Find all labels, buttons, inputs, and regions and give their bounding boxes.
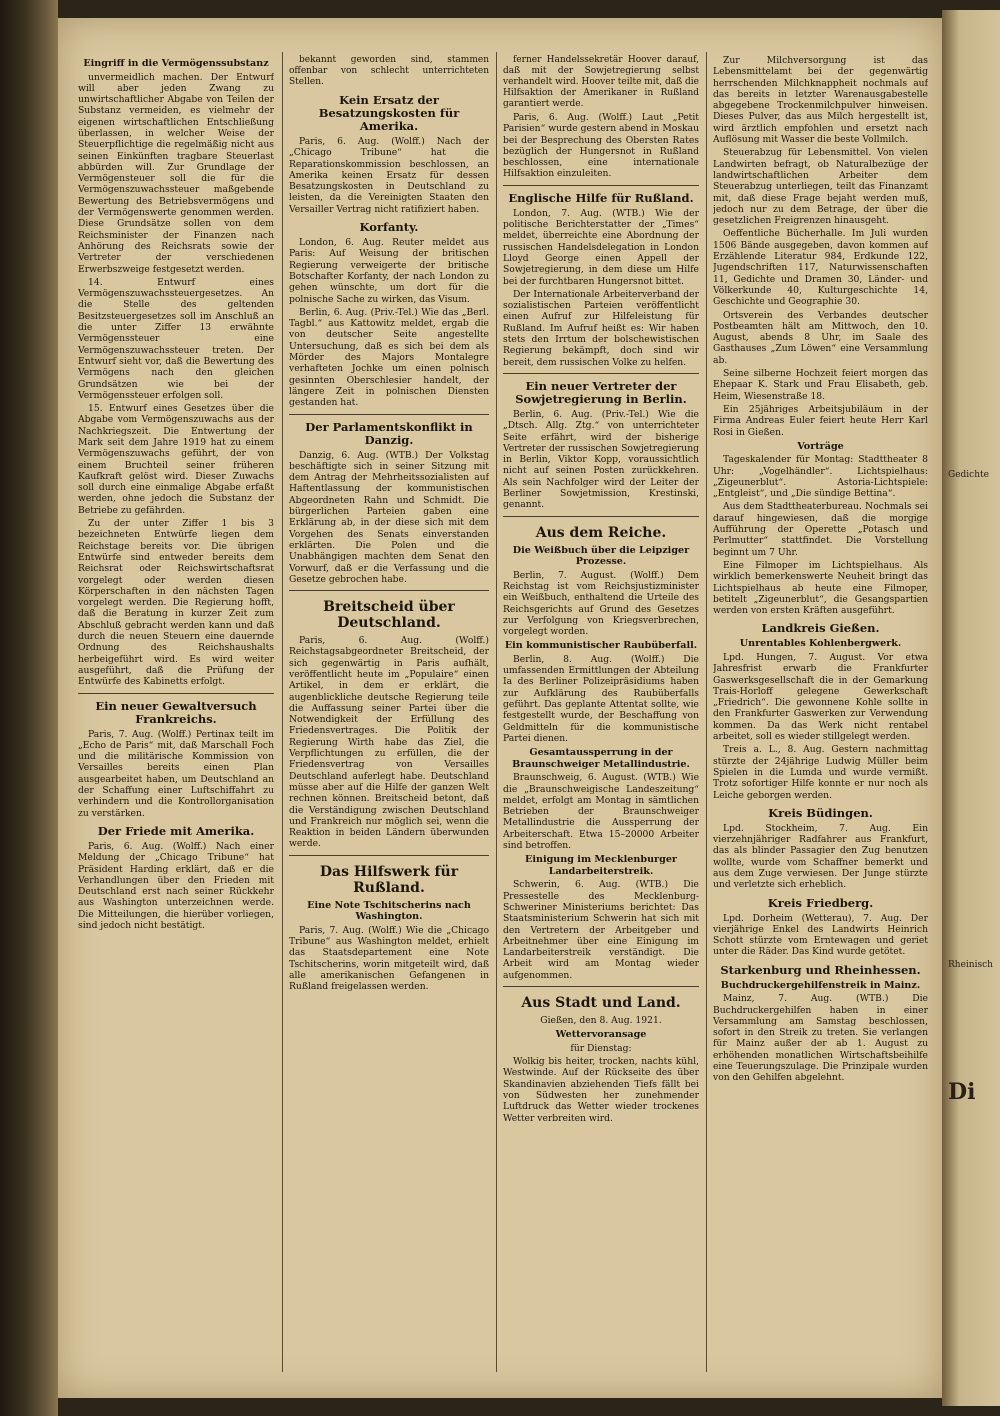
article-heading: Vorträge <box>797 440 844 452</box>
article-subheading: für Dienstag: <box>570 1042 632 1054</box>
article-heading: Ein kommunistischer Raubüberfall. <box>504 640 698 652</box>
article-paragraph: Treis a. L., 8. Aug. Gestern nachmittag stürzte der 24jährige Ludwig Müller beim Spielen in die Lumda und wurde vermißt. Trotz sofortiger Hilfe konnte er nur noch als Leiche geborgen werden. <box>713 744 928 801</box>
article-paragraph: Eine Filmoper im Lichtspielhaus. Als wirklich bemerkenswerte Neuheit bringt das Lichtspielhaus ab heute eine Filmoper, betitelt „Zigeunerblut“, die Gesangspartien werden von ersten Kräften ausgeführt. <box>713 559 928 617</box>
article-paragraph: Lpd. Hungen, 7. August. Vor etwa Jahresfrist erwarb die Frankfurter Gaswerksgesellschaft die in der Gemarkung Trais-Horloff gelegene Gewerkschaft „Friedrich“. Die gewonnene Kohle sollte in den Frankfurter Gaswerken zur Verwendung kommen. Da das Werk nicht rentabel arbeitet, soll es wieder stillgelegt werden. <box>713 651 928 743</box>
article-paragraph: Berlin, 6. Aug. (Priv.-Tel.) Wie das „Berl. Tagbl.“ aus Kattowitz meldet, ergab die von deutscher Seite angestellte Untersuchung, daß es sich bei dem als Mörder des Majors Montalegre verhafteten Jochke um einen polnisch gesinnten Oberschlesier handelt, der längere Zeit in polnischen Diensten gestanden hat. <box>289 306 489 409</box>
adjacent-page-edge <box>942 10 1000 1406</box>
article-heading: Der Friede mit Amerika. <box>97 823 255 838</box>
article-heading: Breitscheid über Deutschland. <box>323 599 455 632</box>
article-paragraph: Der Internationale Arbeiterverband der sozialistischen Parteien veröffentlicht einen Aufruf zur Hilfeleistung für Rußland. Im Aufruf heißt es: Wir haben stets den Irrtum der bolschewistischen Regierung bekämpft, doch sind wir bereit, dem russischen Volke zu helfen. <box>503 288 699 368</box>
article-paragraph: Paris, 6. Aug. (Wolff.) Nach der „Chicago Tribune“ hat die Reparationskommission beschlossen, an Amerika keinen Ersatz für dessen Besatzungskosten in Deutschland zu leisten, da die Vereinigten Staaten den Versailler Vertrag nicht ratifiziert haben. <box>289 136 489 215</box>
divider <box>289 590 489 591</box>
divider <box>289 855 489 856</box>
section-heading: Starkenburg und Rheinhessen. <box>720 962 921 977</box>
column-rule <box>496 52 497 1372</box>
article-paragraph: Danzig, 6. Aug. (WTB.) Der Volkstag beschäftigte sich in seiner Sitzung mit dem Antrag der Mehrheitssozialisten auf Haftentlassung der kommunistischen Abgeordneten Rahn und Schmidt. Die bürgerlichen Parteien gaben eine Erklärung ab, in der diese sich mit dem Vorgehen des Senats einverstanden erklärten. Die Polen und die Unabhängigen machten dem Senat den Vorwurf, daß er die Verfassung und die Gesetze gebrochen habe. <box>289 449 489 585</box>
article-heading: Ein neuer Vertreter der Sowjetregierung in Berlin. <box>515 378 687 406</box>
article-paragraph: Mainz, 7. Aug. (WTB.) Die Buchdruckergehilfen haben in einer Versammlung am Samstag beschlossen, sofort in den Streik zu treten. Sie verlangen für Mainz außer der ab 1. August zu erhöhenden monatlichen Wirtschaftsbeihilfe eine Teuerungszulage. Die Prinzipale wurden von den Gehilfen abgelehnt. <box>713 993 928 1084</box>
article-paragraph: Paris, 7. Aug. (Wolff.) Wie die „Chicago Tribune“ aus Washington meldet, erhielt das Staatsdepartement eine Note Tschitscherins, worin mitgeteilt wird, daß alle amerikanischen Gefangenen in Rußland freigelassen werden. <box>289 924 489 993</box>
article-heading: Englische Hilfe für Rußland. <box>508 190 694 205</box>
article-heading: Korfanty. <box>359 220 419 235</box>
column-4 <box>713 55 928 1375</box>
column-rule <box>706 52 707 1372</box>
column-1 <box>78 55 274 1375</box>
adjacent-page-fragment: Di <box>948 1080 976 1104</box>
article-paragraph: Seine silberne Hochzeit feiert morgen das Ehepaar K. Stark und Frau Elisabeth, geb. Heim, Wiesenstraße 18. <box>713 368 928 402</box>
article-heading: Ein neuer Gewaltversuch Frankreichs. <box>95 698 257 726</box>
article-paragraph: bekannt geworden sind, stammen offenbar von schlecht unterrichteten Stellen. <box>289 55 489 87</box>
column-rule <box>282 52 283 1372</box>
adjacent-page-fragment: Gedichte <box>948 470 989 480</box>
dateline: Gießen, den 8. Aug. 1921. <box>540 1015 662 1027</box>
article-paragraph: Ein 25jähriges Arbeitsjubiläum in der Firma Andreas Euler feiert heute Herr Karl Rosi in Gießen. <box>713 403 928 438</box>
article-paragraph: Wolkig bis heiter, trocken, nachts kühl, Westwinde. Auf der Rückseite des über Skandinavien abziehenden Tiefs fällt bei von Südwesten her zunehmender Luftdruck das Wetter wieder trockenes Wetter verbreiten wird. <box>503 1056 699 1124</box>
article-heading: Das Hilfswerk für Rußland. <box>319 863 459 896</box>
article-paragraph: Berlin, 6. Aug. (Priv.-Tel.) Wie die „Dtsch. Allg. Ztg.“ von unterrichteter Seite erfährt, wird der bisherige Vertreter der russischen Sowjetregierung in Berlin, Viktor Kopp, voraussichtlich nicht auf seinen Posten zurückkehren. Als sein Nachfolger wird der Leiter der Berliner Sowjetmission, Krestinski, genannt. <box>503 408 699 511</box>
article-heading: Einigung im Mecklenburger Landarbeiterstreik. <box>525 854 677 877</box>
article-heading: Buchdruckergehilfenstreik in Mainz. <box>720 979 921 991</box>
section-heading: Landkreis Gießen. <box>761 621 880 636</box>
divider <box>503 516 699 517</box>
section-heading: Kreis Friedberg. <box>767 895 874 910</box>
divider <box>503 185 699 186</box>
article-heading: Die Weißbuch über die Leipziger Prozesse. <box>512 544 690 568</box>
column-3 <box>503 55 699 1375</box>
divider <box>289 414 489 415</box>
article-paragraph: unvermeidlich machen. Der Entwurf will aber jeden Zwang zu unwirtschaftlicher Abgabe von Teilen der Substanz vermeiden, es vielmehr der eigenen wirtschaftlichen Entschließung überlassen, in welcher Weise der Steuerpflichtige die regelmäßig nicht aus seinen Einkünften tragbare Steuerlast abbürden will. Zur Grundlage der Vermögensteuer soll die für die Vermögenszuwachssteuer maßgebende Bewertung des Betriebsvermögens und der Vermögenswerte genommen werden. Diese Grundsätze sollen von dem Reichsminister der Finanzen nach Anhörung des Reichsrats sowie der Vertreter der verschiedenen Erwerbszweige festgesetzt werden. <box>78 71 274 275</box>
divider <box>503 986 699 987</box>
divider <box>503 373 699 374</box>
article-heading: Wettervoransage <box>555 1029 647 1041</box>
adjacent-page-fragment: Rheinisch <box>948 960 993 970</box>
article-paragraph: Steuerabzug für Lebensmittel. Von vielen Landwirten befragt, ob Naturalbezüge der landwirtschaftlichen Arbeiter dem Steuerabzug unterliegen, teilt das Finanzamt mit, daß diese Frage bejaht werden muß, jedoch nur zu dem Betrage, der über die gesetzlichen Freigrenzen hinausgeht. <box>713 147 928 227</box>
article-paragraph: Zur Milchversorgung ist das Lebensmittelamt bei der gegenwärtig herrschenden Milchknappheit nochmals auf das bereits in letzter Warenausgabestelle abgegebene Trockenmilchpulver hinweisen. Dieses Pulver, das aus Milch hergestellt ist, wird ärztlich empfohlen und ersetzt nach Auflösung mit Wasser die beste Vollmilch. <box>713 55 928 146</box>
article-paragraph: Lpd. Stockheim, 7. Aug. Ein vierzehnjähriger Radfahrer aus Frankfurt, das als blinder Passagier den Zug benutzen wollte, wurde vom Schaffner bemerkt und aus dem Zuge verwiesen. Der Junge stürzte und verletzte sich erheblich. <box>713 822 928 891</box>
article-paragraph: Paris, 6. Aug. (Wolff.) Reichstagsabgeordneter Breitscheid, der sich gegenwärtig in Paris aufhält, veröffentlicht heute im „Populaire“ einen Artikel, in dem er erklärt, die augenblickliche deutsche Regierung teile die Auffassung seiner Partei über die Notwendigkeit der Erfüllung des Friedensvertrages. Die Politik der Regierung Wirth habe das Ziel, die Verpflichtungen zu erfüllen, die der Friedensvertrag von Versailles Deutschland auferlegt habe. Deutschland müsse aber auf die Hilfe der ganzen Welt rechnen können. Breitscheid betont, daß die Verständigung zwischen Deutschland und Frankreich nur möglich sei, wenn die Reaktion in beiden Ländern überwunden werde. <box>289 635 489 850</box>
article-paragraph: ferner Handelssekretär Hoover darauf, daß mit der Sowjetregierung selbst verhandelt wird. Hoover teilte mit, daß die Hilfsaktion der Amerikaner in Rußland garantiert werde. <box>503 55 699 109</box>
article-paragraph: Berlin, 7. August. (Wolff.) Dem Reichstag ist vom Reichsjustizminister ein Weißbuch, enthaltend die Urteile des Reichsgerichts auf Grund des Gesetzes zur Verfolgung von Kriegsverbrechen, vorgelegt worden. <box>503 569 699 638</box>
article-paragraph: 15. Entwurf eines Gesetzes über die Abgabe vom Vermögenszuwachs aus der Nachkriegszeit. Die Entwertung der Mark seit dem Jahre 1919 hat zu einem Vermögenszuwachs geführt, der von einem Bruchteil seiner früheren Kaufkraft gelöst wird. Dieser Zuwachs soll durch eine einmalige Abgabe erfaßt werden, ohne jedoch die Substanz der Betriebe zu gefährden. <box>78 403 274 516</box>
article-paragraph: Lpd. Dorheim (Wetterau), 7. Aug. Der vierjährige Enkel des Landwirts Heinrich Schott stürzte vom Erntewagen und geriet unter die Räder. Das Kind wurde getötet. <box>713 912 928 958</box>
article-paragraph: Paris, 6. Aug. (Wolff.) Nach einer Meldung der „Chicago Tribune“ hat Präsident Harding erklärt, daß er die Verhandlungen über den Frieden mit Deutschland erst nach seiner Rückkehr aus Washington unterzeichnen werde. Die Mitteilungen, die hierüber vorliegen, sind jedoch nicht bestätigt. <box>78 840 274 931</box>
article-paragraph: London, 6. Aug. Reuter meldet aus Paris: Auf Weisung der britischen Regierung verweigerte der britische Botschafter Korfanty, der nach London zu gehen wünschte, um dort für die polnische Sache zu wirken, das Visum. <box>289 237 489 305</box>
article-heading: Unrentables Kohlenbergwerk. <box>739 638 902 650</box>
article-heading: Der Parlamentskonflikt in Danzig. <box>305 419 473 447</box>
article-paragraph: Oeffentliche Bücherhalle. Im Juli wurden 1506 Bände ausgegeben, davon kommen auf Erzählende Literatur 984, Erdkunde 122, Jugendschriften 117, Naturwissenschaften 11, Gedichte und Dramen 30, Länder- und Völkerkunde 40, Kulturgeschichte 14, Geschichte und Geographie 30. <box>713 228 928 308</box>
article-paragraph: Ortsverein des Verbandes deutscher Postbeamten hält am Mittwoch, den 10. August, abends 8 Uhr, im Saale des Gasthauses „Zum Löwen“ eine Versammlung ab. <box>713 309 928 366</box>
article-paragraph: 14. Entwurf eines Vermögenszuwachssteuergesetzes. An die Stelle des geltenden Besitzsteuergesetzes soll im Anschluß an die unter Ziffer 13 erwähnte Vermögenssteuer eine Vermögenszuwachssteuer treten. Der Entwurf sieht vor, daß die Bewertung des Vermögens nach den gleichen Grundsätzen wie bei der Vermögenssteuer erfolgen soll. <box>78 276 274 401</box>
section-heading: Aus Stadt und Land. <box>521 995 681 1012</box>
article-paragraph: Aus dem Stadttheaterbureau. Nochmals sei darauf hingewiesen, daß die morgige Aufführung der Operette „Potasch und Perlmutter“ stattfindet. Die Vorstellung beginnt um 7 Uhr. <box>713 501 928 558</box>
article-heading: Gesamtaussperrung in der Braunschweiger Metallindustrie. <box>512 747 690 770</box>
article-paragraph: Paris, 7. Aug. (Wolff.) Pertinax teilt im „Echo de Paris“ mit, daß Marschall Foch und die militärische Kommission von Versailles bereits einen Plan ausgearbeitet haben, um Deutschland an der Schaffung einer Luftschiffahrt zu verhindern und die Kontrollorganisation zu verstärken. <box>78 728 274 819</box>
section-heading: Kreis Büdingen. <box>768 805 873 820</box>
article-paragraph: Berlin, 8. Aug. (Wolff.) Die umfassenden Ermittlungen der Abteilung Ia des Berliner Polizeipräsidiums haben zur Aufklärung des Raubüberfalls geführt. Das geplante Attentat sollte, wie festgestellt wurde, der Beschaffung von Geldmitteln für die kommunistische Partei dienen. <box>503 653 699 744</box>
article-paragraph: Schwerin, 6. Aug. (WTB.) Die Pressestelle des Mecklenburg-Schweriner Ministeriums berichtet: Das Staatsministerium Schwerin hat sich mit den Vertretern der Arbeitgeber und Arbeitnehmer über eine Einigung im Landarbeiterstreik verständigt. Die Arbeit wird am Montag wieder aufgenommen. <box>503 879 699 981</box>
article-heading: Kein Ersatz der Besatzungskosten für Amerika. <box>318 93 460 133</box>
book-spine <box>0 0 58 1416</box>
article-paragraph: Braunschweig, 6. August. (WTB.) Wie die „Braunschweigische Landeszeitung“ meldet, erfolgt am Montag in sämtlichen Betrieben der Braunschweiger Metallindustrie die Aussperrung der Arbeiterschaft. Etwa 15–20000 Arbeiter sind betroffen. <box>503 772 699 852</box>
column-2 <box>289 55 489 1375</box>
article-subheading: Eine Note Tschitscherins nach Washington. <box>307 899 471 923</box>
article-heading: Eingriff in die Vermögenssubstanz <box>83 58 269 69</box>
article-paragraph: Paris, 6. Aug. (Wolff.) Laut „Petit Parisien“ wurde gestern abend in Moskau bei der Besprechung des Obersten Rates bezüglich der Hungersnot in Rußland beschlossen, eine internationale Hilfsaktion einzuleiten. <box>503 112 699 180</box>
article-paragraph: London, 7. Aug. (WTB.) Wie der politische Berichterstatter der „Times“ meldet, überreichte eine Abordnung der russischen Handelsdelegation in London Lloyd George einen Appell der Sowjetregierung, in dem diese um Hilfe bei der furchtbaren Hungersnot bittet. <box>503 207 699 287</box>
divider <box>78 693 274 694</box>
article-paragraph: Zu der unter Ziffer 1 bis 3 bezeichneten Entwürfe liegen dem Reichstage bereits vor. Die übrigen Entwürfe sind entweder bereits dem Reichsrat oder Reichswirtschaftsrat vorgelegt oder werden diesen Körperschaften in den nächsten Tagen vorgelegt werden. Die Regierung hofft, daß die Beratung in kurzer Zeit zum Abschluß gebracht werden kann und daß durch die neuen Steuern eine dauernde Ordnung des Reichshaushalts herbeigeführt wird. Es wird weiter ausgeführt, daß die Prüfung der Entwürfe des Kabinetts erfolgt. <box>78 518 274 688</box>
section-heading: Aus dem Reiche. <box>535 524 667 541</box>
article-paragraph: Tageskalender für Montag: Stadttheater 8 Uhr: „Vogelhändler“. Lichtspielhaus: „Zigeunerblut“. Astoria-Lichtspiele: „Entgleist“, und „Die sündige Bettina“. <box>713 454 928 500</box>
